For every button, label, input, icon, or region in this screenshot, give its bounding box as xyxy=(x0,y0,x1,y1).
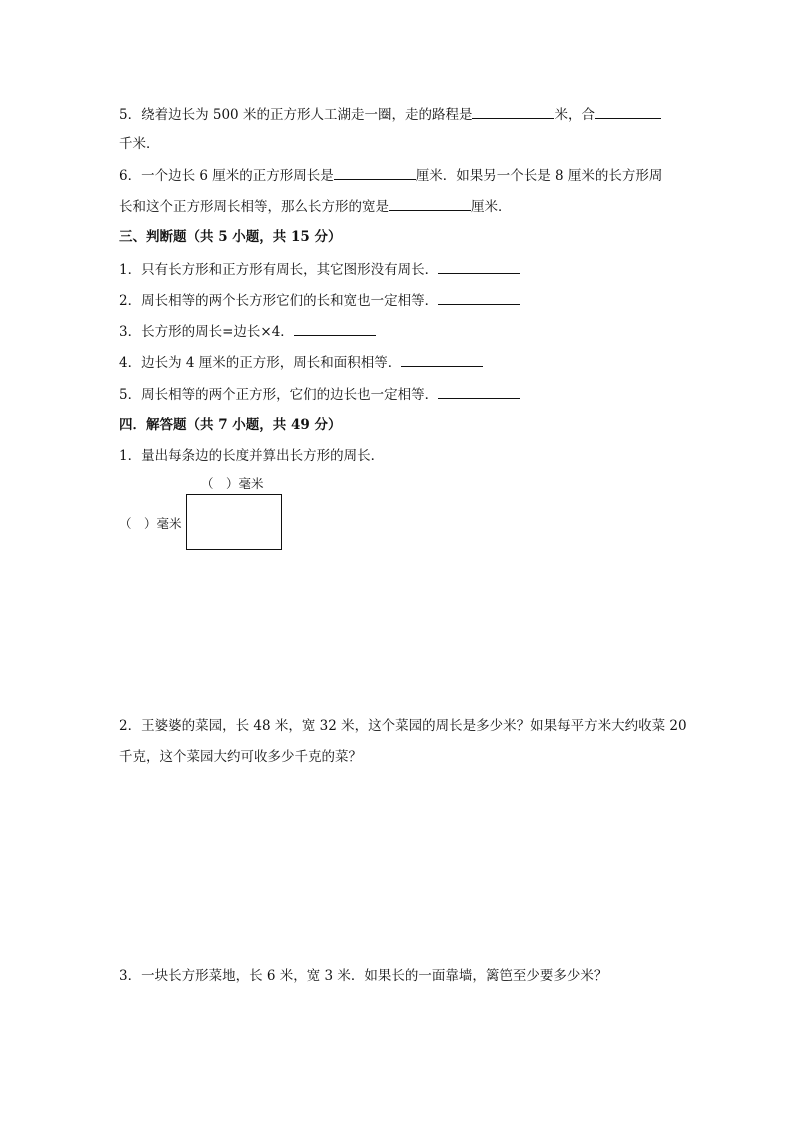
question-5-text: 5．绕着边长为 500 米的正方形人工湖走一圈，走的路程是 xyxy=(119,107,473,123)
answer-blank xyxy=(401,352,483,367)
judgement-item-1 xyxy=(119,259,520,280)
judgement-item-text: 3．长方形的周长=边长×4． xyxy=(119,324,294,340)
question-5-line-1 xyxy=(119,104,661,125)
judgement-item-4 xyxy=(119,352,483,373)
judgement-item-5 xyxy=(119,384,520,405)
question-5-line-2 xyxy=(119,134,160,154)
section-4-heading: 四．解答题（共 7 小题，共 49 分） xyxy=(119,417,342,433)
question-6-line-1 xyxy=(119,165,662,186)
question-5-unit: 米，合 xyxy=(554,107,595,123)
judgement-item-3 xyxy=(119,321,376,342)
problem-2-line-2: 千克，这个菜园大约可收多少千克的菜？ xyxy=(119,749,362,765)
answer-blank xyxy=(438,384,520,399)
answer-blank xyxy=(438,259,520,274)
rectangle-figure xyxy=(186,494,282,550)
answer-blank xyxy=(438,290,520,305)
rect-width-label: （ ）毫米 xyxy=(119,516,182,531)
answer-blank xyxy=(595,104,661,119)
judgement-item-text: 1．只有长方形和正方形有周长，其它图形没有周长． xyxy=(119,262,439,278)
problem-2-line-1: 2．王婆婆的菜园，长 48 米，宽 32 米，这个菜园的周长是多少米？如果每平方米大约收菜 20 xyxy=(119,718,687,734)
question-5-unit-km: 千米． xyxy=(119,136,160,152)
problem-3-text: 3．一块长方形菜地，长 6 米，宽 3 米．如果长的一面靠墙，篱笆至少要多少米？ xyxy=(119,968,608,984)
answer-blank xyxy=(389,196,471,211)
question-6-line-2 xyxy=(119,196,512,217)
question-6-text-2: 厘米．如果另一个长是 8 厘米的长方形周 xyxy=(415,168,663,184)
answer-blank xyxy=(334,165,416,180)
section-3-heading: 三、判断题（共 5 小题，共 15 分） xyxy=(119,229,342,245)
judgement-item-text: 2．周长相等的两个长方形它们的长和宽也一定相等． xyxy=(119,293,439,309)
judgement-item-text: 4．边长为 4 厘米的正方形，周长和面积相等． xyxy=(119,355,402,371)
answer-blank xyxy=(472,104,554,119)
question-6-unit: 厘米． xyxy=(471,199,512,215)
answer-blank xyxy=(294,321,376,336)
rect-length-label: （ ）毫米 xyxy=(201,476,264,491)
question-6-text: 6．一个边长 6 厘米的正方形周长是 xyxy=(119,168,334,184)
question-6-text-3: 长和这个正方形周长相等，那么长方形的宽是 xyxy=(119,199,389,215)
judgement-item-text: 5．周长相等的两个正方形，它们的边长也一定相等． xyxy=(119,387,439,403)
judgement-item-2 xyxy=(119,290,520,311)
problem-1-text: 1．量出每条边的长度并算出长方形的周长． xyxy=(119,448,385,464)
